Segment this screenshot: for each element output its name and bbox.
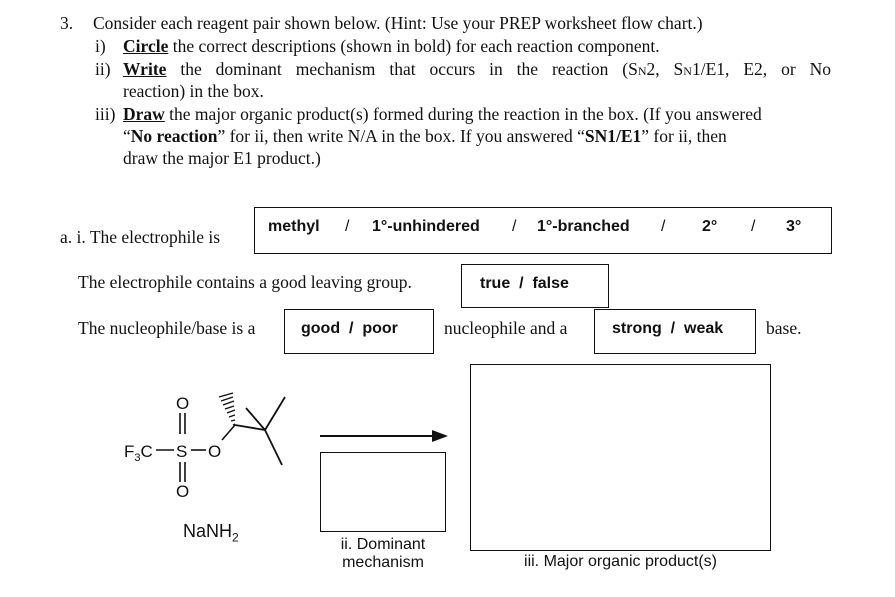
reagent-text: NaNH — [183, 521, 233, 541]
item-ii-line1 — [123, 58, 831, 82]
electrophile-label: a. i. The electrophile is — [60, 227, 221, 247]
option-tertiary[interactable]: 3° — [786, 218, 802, 235]
item-iii-number: iii) — [95, 104, 116, 124]
leaving-group-box[interactable] — [461, 264, 609, 308]
item-ii-number: ii) — [95, 59, 111, 79]
separator: / — [345, 218, 350, 235]
oc-bond — [222, 425, 235, 440]
nucleophile-options[interactable]: good / poor — [301, 320, 398, 337]
chain-bond-down — [265, 430, 282, 465]
item-iii-key: Draw — [123, 104, 165, 124]
base-options[interactable]: strong / weak — [612, 320, 724, 337]
product-label: iii. Major organic product(s) — [524, 553, 717, 570]
reaction-arrow — [318, 426, 450, 446]
item-iii-line2 — [123, 125, 831, 147]
item-ii-mid: 2, S — [646, 59, 684, 79]
item-iii-line3: draw the major E1 product.) — [123, 148, 321, 168]
oxygen-link-label: O — [208, 442, 222, 461]
item-i-key: Circle — [123, 36, 169, 56]
base-suffix: base. — [766, 318, 802, 338]
mechanism-label-line1: ii. Dominant — [340, 536, 426, 553]
mechanism-answer-box[interactable] — [320, 452, 446, 532]
item-iii-q1: “ — [123, 126, 131, 146]
option-methyl[interactable]: methyl — [268, 218, 320, 235]
question-number: 3. — [60, 13, 74, 33]
option-primary-branched[interactable]: 1°-branched — [537, 218, 630, 235]
hashed-wedge-bond — [219, 393, 235, 425]
item-iii-bold1: No reaction — [130, 126, 218, 146]
nucleophile-mid-text: nucleophile and a — [444, 318, 568, 338]
oxygen-bottom-label: O — [176, 482, 190, 500]
triflate-structure — [110, 385, 310, 500]
product-answer-box[interactable] — [470, 364, 771, 551]
item-i-text — [123, 35, 660, 57]
electrophile-options-box[interactable] — [254, 207, 832, 254]
separator: / — [751, 218, 756, 235]
reagent-subscript: 2 — [232, 530, 239, 545]
oxygen-top-label: O — [176, 394, 190, 413]
item-ii-sub-n2: N — [683, 64, 692, 78]
item-ii-rest-b: 1/E1, E2, or No — [691, 59, 831, 79]
sulfur-label: S — [176, 442, 188, 461]
item-iii-mid: ” for ii, then write N/A in the box. If you answered “ — [217, 126, 585, 146]
leaving-group-options[interactable]: true / false — [480, 275, 569, 292]
base-box[interactable] — [594, 309, 756, 354]
nucleophile-label: The nucleophile/base is a — [78, 318, 256, 338]
item-ii-line2: reaction) in the box. — [123, 81, 264, 101]
item-ii-rest-a: the dominant mechanism that occurs in the reaction (S — [166, 59, 638, 79]
item-i-rest: the correct descriptions (shown in bold) for each reaction component. — [168, 36, 660, 56]
item-i-number: i) — [95, 36, 106, 56]
item-iii-line1 — [123, 103, 831, 125]
mechanism-label-line2: mechanism — [342, 554, 424, 571]
item-iii-bold2: SN1/E1 — [584, 126, 642, 146]
option-primary-unhindered[interactable]: 1°-unhindered — [372, 218, 480, 235]
item-ii-key: Write — [123, 59, 167, 79]
mechanism-label — [320, 536, 446, 572]
leaving-group-label: The electrophile contains a good leaving group. — [78, 272, 412, 292]
reagent-label — [183, 521, 239, 545]
item-iii-post: ” for ii, then — [641, 126, 727, 146]
separator: / — [512, 218, 517, 235]
f3c-group-label: $F_3C$ — [124, 442, 153, 464]
item-ii-sub-n1: N — [637, 64, 647, 78]
nucleophile-box[interactable] — [284, 309, 434, 354]
item-iii-rest: the major organic product(s) formed during the reaction in the box. (If you answered — [164, 104, 762, 124]
chain-bond-up — [265, 397, 285, 430]
question-intro: Consider each reagent pair shown below. (Hint: Use your PREP worksheet flow chart.) — [93, 13, 703, 33]
option-secondary[interactable]: 2° — [702, 218, 718, 235]
separator: / — [661, 218, 666, 235]
